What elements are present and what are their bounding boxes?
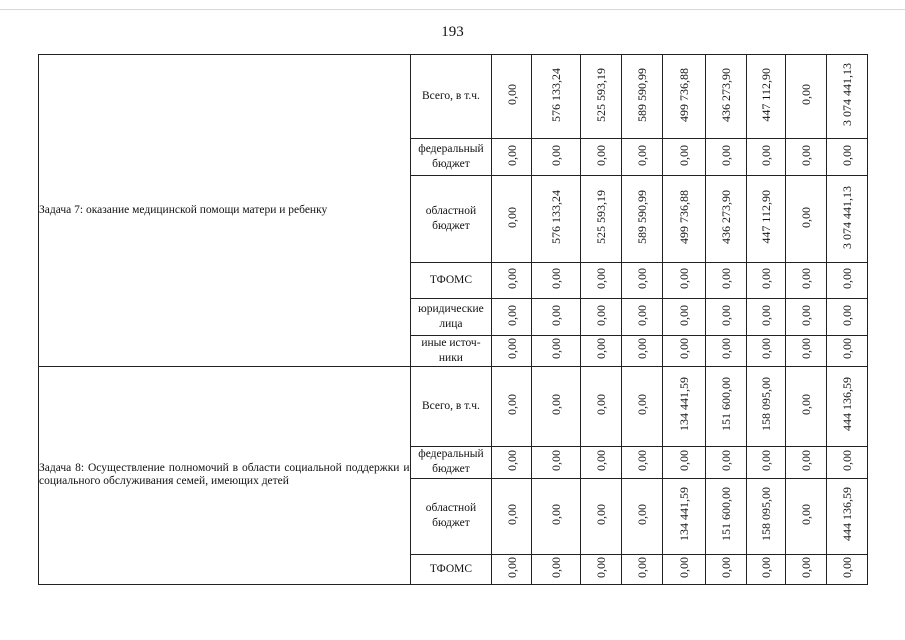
amount-cell xyxy=(532,263,581,299)
amount-value: 0,00 xyxy=(594,304,609,326)
amount-value: 0,00 xyxy=(799,556,814,578)
amount-cell xyxy=(827,176,868,263)
amount-cell xyxy=(663,336,706,367)
amount-cell xyxy=(492,478,532,554)
amount-cell xyxy=(622,55,663,139)
amount-cell xyxy=(532,336,581,367)
amount-cell xyxy=(492,366,532,446)
amount-cell xyxy=(706,366,747,446)
amount-value: 0,00 xyxy=(504,84,519,105)
amount-value: 499 736,88 xyxy=(677,67,692,122)
amount-value: 0,00 xyxy=(799,206,814,228)
amount-cell xyxy=(706,478,747,554)
amount-cell xyxy=(663,263,706,299)
page-top-rule xyxy=(0,9,905,10)
amount-value: 0,00 xyxy=(635,503,650,525)
amount-value: 134 441,59 xyxy=(677,487,692,542)
amount-value: 0,00 xyxy=(799,268,814,289)
amount-cell xyxy=(492,554,532,584)
funding-source-label: федеральный бюджет xyxy=(410,139,492,176)
amount-value: 0,00 xyxy=(759,268,774,289)
amount-value: 0,00 xyxy=(504,449,519,471)
amount-value: 499 736,88 xyxy=(677,190,692,244)
amount-cell xyxy=(827,139,868,176)
amount-cell xyxy=(532,55,581,139)
funding-source-label: федеральный бюджет xyxy=(410,446,492,478)
page-number: 193 xyxy=(441,24,464,40)
amount-cell xyxy=(827,336,868,367)
amount-value: 589 590,99 xyxy=(635,67,650,122)
amount-value: 0,00 xyxy=(504,338,519,360)
amount-cell xyxy=(492,299,532,336)
amount-value: 0,00 xyxy=(635,449,650,471)
amount-cell xyxy=(622,446,663,478)
amount-cell xyxy=(827,299,868,336)
amount-cell xyxy=(747,478,786,554)
amount-value: 0,00 xyxy=(759,304,774,326)
amount-value: 0,00 xyxy=(719,338,734,360)
amount-value: 0,00 xyxy=(759,556,774,578)
amount-cell xyxy=(622,554,663,584)
amount-value: 0,00 xyxy=(635,304,650,326)
amount-value: 0,00 xyxy=(677,144,692,166)
amount-value: 0,00 xyxy=(504,304,519,326)
amount-value: 0,00 xyxy=(799,393,814,415)
amount-cell xyxy=(747,55,786,139)
amount-cell xyxy=(827,554,868,584)
amount-cell xyxy=(622,336,663,367)
amount-value: 0,00 xyxy=(504,206,519,228)
amount-value: 0,00 xyxy=(594,449,609,471)
amount-cell xyxy=(622,299,663,336)
amount-cell xyxy=(786,478,827,554)
amount-cell xyxy=(706,299,747,336)
amount-value: 0,00 xyxy=(549,268,564,289)
amount-value: 0,00 xyxy=(594,268,609,289)
amount-cell xyxy=(622,176,663,263)
amount-value: 0,00 xyxy=(759,338,774,360)
amount-cell xyxy=(581,554,622,584)
amount-cell xyxy=(706,446,747,478)
amount-value: 0,00 xyxy=(549,393,564,415)
amount-cell xyxy=(663,446,706,478)
amount-value: 0,00 xyxy=(840,304,855,326)
amount-cell xyxy=(663,554,706,584)
amount-cell xyxy=(532,299,581,336)
amount-cell xyxy=(663,55,706,139)
funding-source-label: Всего, в т.ч. xyxy=(410,55,492,139)
amount-cell xyxy=(663,176,706,263)
amount-cell xyxy=(622,366,663,446)
amount-value: 134 441,59 xyxy=(677,377,692,432)
amount-value: 158 095,00 xyxy=(759,487,774,542)
amount-value: 0,00 xyxy=(635,338,650,360)
funding-source-label: областной бюджет xyxy=(410,478,492,554)
amount-cell xyxy=(827,478,868,554)
amount-value: 0,00 xyxy=(677,304,692,326)
funding-source-label: областной бюджет xyxy=(410,176,492,263)
amount-value: 576 133,24 xyxy=(549,67,564,122)
amount-cell xyxy=(663,366,706,446)
funding-source-label: ТФОМС xyxy=(410,554,492,584)
amount-value: 0,00 xyxy=(504,503,519,525)
amount-cell xyxy=(581,176,622,263)
amount-value: 447 112,90 xyxy=(759,67,774,122)
amount-cell xyxy=(492,446,532,478)
amount-cell xyxy=(532,554,581,584)
task-title: Задача 8: Осуществление полномочий в области социальной поддержки и социального обслуживания семей, имеющих детей xyxy=(39,366,411,584)
amount-value: 0,00 xyxy=(719,304,734,326)
amount-cell xyxy=(747,139,786,176)
amount-cell xyxy=(786,299,827,336)
amount-cell xyxy=(706,139,747,176)
amount-value: 0,00 xyxy=(504,393,519,415)
amount-cell xyxy=(492,55,532,139)
task-title: Задача 7: оказание медицинской помощи матери и ребенку xyxy=(39,55,411,367)
funding-source-label: Всего, в т.ч. xyxy=(410,366,492,446)
amount-cell xyxy=(827,446,868,478)
amount-value: 0,00 xyxy=(840,268,855,289)
amount-value: 0,00 xyxy=(840,144,855,166)
amount-value: 0,00 xyxy=(799,338,814,360)
amount-cell xyxy=(663,478,706,554)
amount-cell xyxy=(581,478,622,554)
amount-value: 0,00 xyxy=(677,338,692,360)
amount-value: 0,00 xyxy=(677,449,692,471)
amount-value: 0,00 xyxy=(677,268,692,289)
amount-value: 0,00 xyxy=(719,268,734,289)
amount-value: 447 112,90 xyxy=(759,190,774,244)
amount-value: 0,00 xyxy=(594,338,609,360)
amount-cell xyxy=(532,139,581,176)
amount-value: 0,00 xyxy=(719,556,734,578)
amount-cell xyxy=(786,55,827,139)
amount-value: 525 593,19 xyxy=(594,190,609,244)
amount-value: 3 074 441,13 xyxy=(840,63,855,126)
amount-cell xyxy=(492,176,532,263)
table-row xyxy=(39,366,868,446)
amount-value: 576 133,24 xyxy=(549,190,564,244)
amount-value: 0,00 xyxy=(719,449,734,471)
amount-value: 0,00 xyxy=(549,304,564,326)
budget-table xyxy=(38,54,868,585)
amount-cell xyxy=(786,446,827,478)
amount-cell xyxy=(663,299,706,336)
table-row xyxy=(39,55,868,139)
amount-value: 0,00 xyxy=(635,268,650,289)
amount-value: 0,00 xyxy=(799,503,814,525)
amount-cell xyxy=(786,554,827,584)
amount-cell xyxy=(747,176,786,263)
amount-cell xyxy=(622,478,663,554)
amount-cell xyxy=(747,446,786,478)
amount-value: 0,00 xyxy=(504,556,519,578)
amount-cell xyxy=(747,366,786,446)
amount-cell xyxy=(663,139,706,176)
amount-cell xyxy=(581,366,622,446)
amount-value: 0,00 xyxy=(799,84,814,105)
amount-value: 0,00 xyxy=(594,393,609,415)
amount-value: 436 273,90 xyxy=(719,190,734,244)
amount-value: 0,00 xyxy=(549,556,564,578)
amount-value: 0,00 xyxy=(840,556,855,578)
amount-cell xyxy=(581,446,622,478)
amount-cell xyxy=(827,55,868,139)
amount-cell xyxy=(827,263,868,299)
amount-value: 589 590,99 xyxy=(635,190,650,244)
amount-value: 0,00 xyxy=(635,393,650,415)
amount-cell xyxy=(581,299,622,336)
amount-value: 0,00 xyxy=(549,338,564,360)
funding-source-label: юридические лица xyxy=(410,299,492,336)
amount-cell xyxy=(706,55,747,139)
amount-value: 0,00 xyxy=(719,144,734,166)
amount-value: 0,00 xyxy=(799,449,814,471)
amount-cell xyxy=(706,176,747,263)
amount-cell xyxy=(747,299,786,336)
amount-value: 444 136,59 xyxy=(840,377,855,432)
amount-cell xyxy=(532,478,581,554)
amount-cell xyxy=(706,336,747,367)
amount-value: 0,00 xyxy=(594,503,609,525)
amount-cell xyxy=(581,139,622,176)
amount-value: 0,00 xyxy=(549,144,564,166)
amount-cell xyxy=(492,139,532,176)
amount-cell xyxy=(747,554,786,584)
amount-cell xyxy=(581,336,622,367)
amount-value: 0,00 xyxy=(840,338,855,360)
amount-cell xyxy=(532,366,581,446)
amount-value: 0,00 xyxy=(799,304,814,326)
amount-value: 0,00 xyxy=(677,556,692,578)
amount-value: 0,00 xyxy=(840,449,855,471)
amount-value: 0,00 xyxy=(504,268,519,289)
amount-cell xyxy=(747,336,786,367)
amount-value: 444 136,59 xyxy=(840,487,855,542)
amount-cell xyxy=(786,263,827,299)
amount-value: 0,00 xyxy=(759,449,774,471)
amount-value: 0,00 xyxy=(549,503,564,525)
amount-cell xyxy=(786,366,827,446)
amount-value: 151 600,00 xyxy=(719,487,734,542)
amount-value: 151 600,00 xyxy=(719,377,734,432)
amount-cell xyxy=(492,263,532,299)
amount-cell xyxy=(786,176,827,263)
amount-value: 0,00 xyxy=(594,144,609,166)
amount-value: 0,00 xyxy=(635,556,650,578)
amount-cell xyxy=(747,263,786,299)
amount-value: 0,00 xyxy=(504,144,519,166)
amount-value: 0,00 xyxy=(594,556,609,578)
amount-value: 0,00 xyxy=(759,144,774,166)
amount-cell xyxy=(492,336,532,367)
amount-value: 525 593,19 xyxy=(594,67,609,122)
amount-cell xyxy=(786,336,827,367)
amount-value: 0,00 xyxy=(549,449,564,471)
amount-value: 3 074 441,13 xyxy=(840,185,855,249)
funding-source-label: ТФОМС xyxy=(410,263,492,299)
amount-cell xyxy=(786,139,827,176)
funding-source-label: иные источ-ники xyxy=(410,336,492,367)
amount-cell xyxy=(706,263,747,299)
amount-cell xyxy=(581,263,622,299)
amount-value: 158 095,00 xyxy=(759,377,774,432)
amount-value: 0,00 xyxy=(799,144,814,166)
amount-cell xyxy=(532,446,581,478)
amount-cell xyxy=(622,263,663,299)
amount-value: 0,00 xyxy=(635,144,650,166)
amount-cell xyxy=(622,139,663,176)
amount-cell xyxy=(532,176,581,263)
amount-cell xyxy=(706,554,747,584)
amount-cell xyxy=(581,55,622,139)
amount-cell xyxy=(827,366,868,446)
amount-value: 436 273,90 xyxy=(719,67,734,122)
